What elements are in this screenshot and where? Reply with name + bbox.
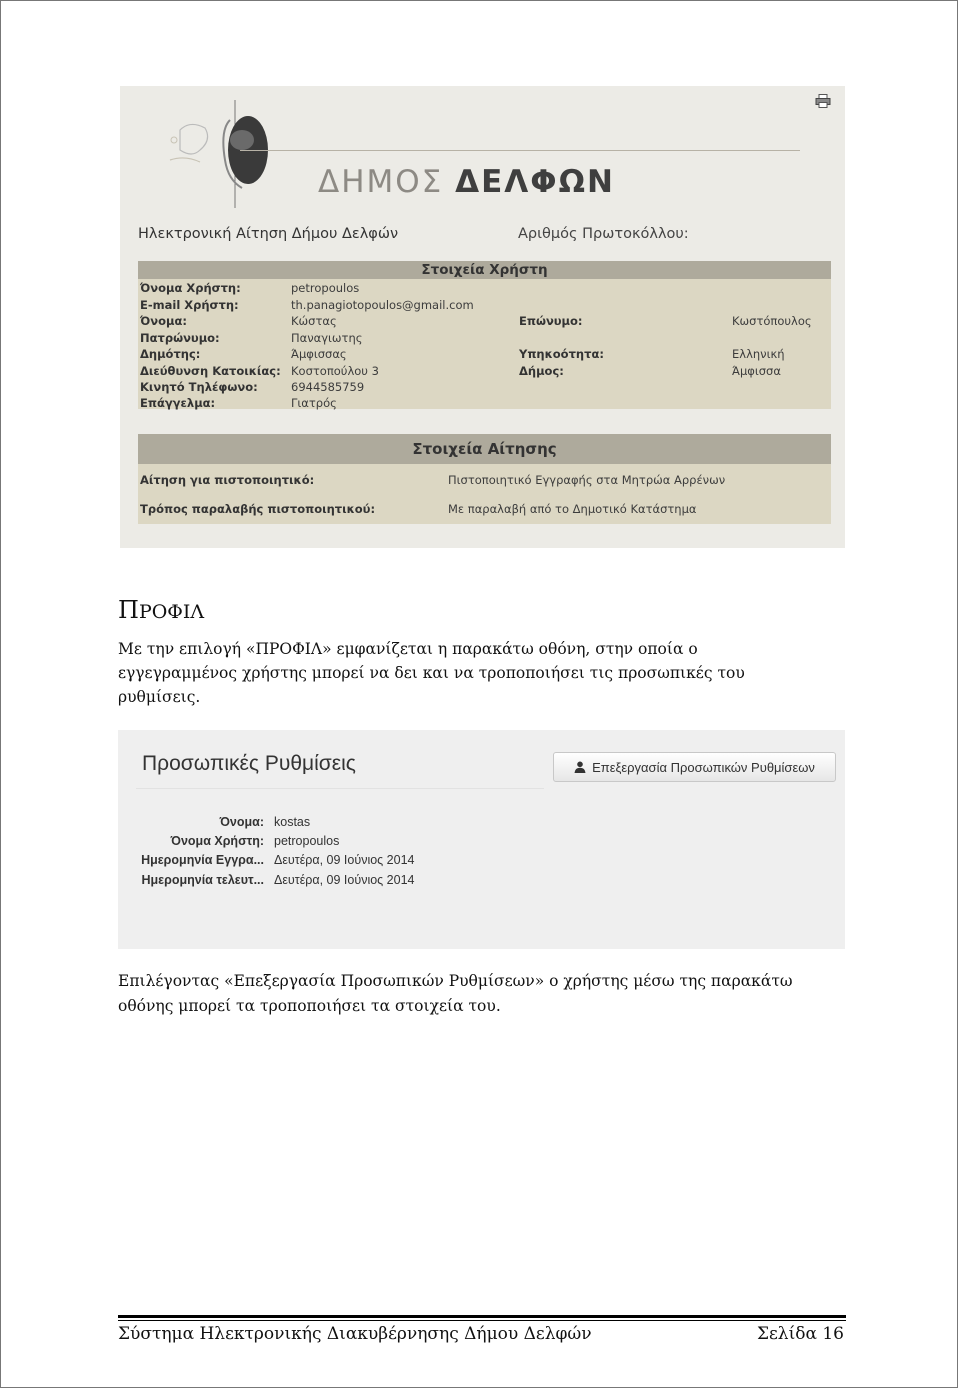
field-value: Κοστοπούλου 3	[291, 364, 379, 378]
edit-settings-button[interactable]	[553, 752, 836, 782]
field-value: Άμφισσα	[732, 364, 781, 378]
heading-initial: Π	[118, 596, 139, 624]
footer-rule-thick	[118, 1315, 846, 1318]
field-value: Κώστας	[291, 314, 337, 328]
settings-row-label: Όνομα:	[219, 815, 264, 829]
application-form-screenshot	[120, 86, 845, 548]
footer-document-title: Σύστημα Ηλεκτρονικής Διακυβέρνησης Δήμου Δελφών	[118, 1324, 592, 1344]
edit-settings-button-label: Επεξεργασία Προσωπικών Ρυθμίσεων	[592, 759, 815, 775]
field-value: Παναγιωτης	[291, 331, 363, 345]
field-label: Τρόπος παραλαβής πιστοποιητικού:	[140, 502, 376, 516]
settings-row-label: Ημερομηνία Εγγρα...	[141, 853, 264, 867]
section-header: Στοιχεία Αίτησης	[138, 434, 831, 464]
logo-text	[318, 164, 615, 200]
protocol-number-label: Αριθμός Πρωτοκόλλου:	[518, 226, 689, 242]
field-label: Όνομα:	[140, 314, 187, 328]
title-divider	[136, 788, 544, 789]
ancient-statue-face-icon	[150, 100, 300, 210]
field-value: Πιστοποιητικό Εγγραφής στα Μητρώα Αρρένων	[448, 473, 726, 487]
field-value: Κωστόπουλος	[732, 314, 812, 328]
field-label: Δήμος:	[519, 364, 564, 378]
form-title: Ηλεκτρονική Αίτηση Δήμου Δελφών	[138, 226, 399, 242]
field-label: Αίτηση για πιστοποιητικό:	[140, 473, 315, 487]
field-label: Επώνυμο:	[519, 314, 583, 328]
field-label: Κινητό Τηλέφωνο:	[140, 380, 258, 394]
field-value: 6944585759	[291, 380, 365, 394]
settings-row-value: petropoulos	[274, 834, 340, 848]
field-label: Διεύθυνση Κατοικίας:	[140, 364, 281, 378]
field-label: Όνομα Χρήστη:	[140, 281, 241, 295]
field-label: Επάγγελμα:	[140, 396, 216, 410]
field-value: petropoulos	[291, 281, 360, 295]
field-value: Ελληνική	[732, 347, 785, 361]
field-label: Δημότης:	[140, 347, 201, 361]
paragraph-line: ρυθμίσεις.	[118, 688, 201, 706]
municipality-logo	[150, 100, 790, 210]
section-header: Στοιχεία Χρήστη	[138, 261, 831, 279]
user-icon	[574, 761, 586, 773]
logo-name: ΔΕΛΦΩΝ	[455, 164, 615, 200]
paragraph-line: Με την επιλογή «ΠΡΟΦΙΛ» εμφανίζεται η παρακάτω οθόνη, στην οποία ο	[118, 640, 698, 658]
settings-title: Προσωπικές Ρυθμίσεις	[142, 752, 356, 775]
paragraph-line: Επιλέγοντας «Επεξεργασία Προσωπικών Ρυθμίσεων» ο χρήστης μέσω της παρακάτω	[118, 972, 793, 990]
section-heading	[118, 596, 204, 624]
field-value: Άμφισσας	[291, 347, 347, 361]
logo-underline	[240, 150, 800, 151]
field-label: E-mail Χρήστη:	[140, 298, 239, 312]
field-value: Γιατρός	[291, 396, 337, 410]
paragraph-line: οθόνης μπορεί τα τροποποιήσει τα στοιχεία του.	[118, 997, 501, 1015]
application-details-section	[138, 434, 831, 524]
settings-row-value: Δευτέρα, 09 Ιούνιος 2014	[274, 873, 415, 887]
printer-icon[interactable]	[815, 94, 831, 108]
logo-prefix: ΔΗΜΟΣ	[318, 164, 444, 200]
settings-row-value: kostas	[274, 815, 311, 829]
paragraph-line: εγγεγραμμένος χρήστης μπορεί να δει και να τροποποιήσει τις προσωπικές του	[118, 664, 745, 682]
field-label: Υπηκοότητα:	[519, 347, 604, 361]
field-value: Με παραλαβή από το Δημοτικό Κατάστημα	[448, 502, 697, 516]
personal-settings-screenshot	[118, 730, 845, 949]
settings-row-label: Ημερομηνία τελευτ...	[141, 873, 264, 887]
footer-page-number: Σελίδα 16	[756, 1324, 844, 1344]
footer-rule-thin	[118, 1320, 846, 1321]
field-value: th.panagiotopoulos@gmail.com	[291, 298, 474, 312]
field-label: Πατρώνυμο:	[140, 331, 220, 345]
settings-row-label: Όνομα Χρήστη:	[170, 834, 264, 848]
heading-rest: ΡΟΦΙΛ	[138, 601, 205, 623]
user-details-section	[138, 261, 831, 409]
settings-row-value: Δευτέρα, 09 Ιούνιος 2014	[274, 853, 415, 867]
